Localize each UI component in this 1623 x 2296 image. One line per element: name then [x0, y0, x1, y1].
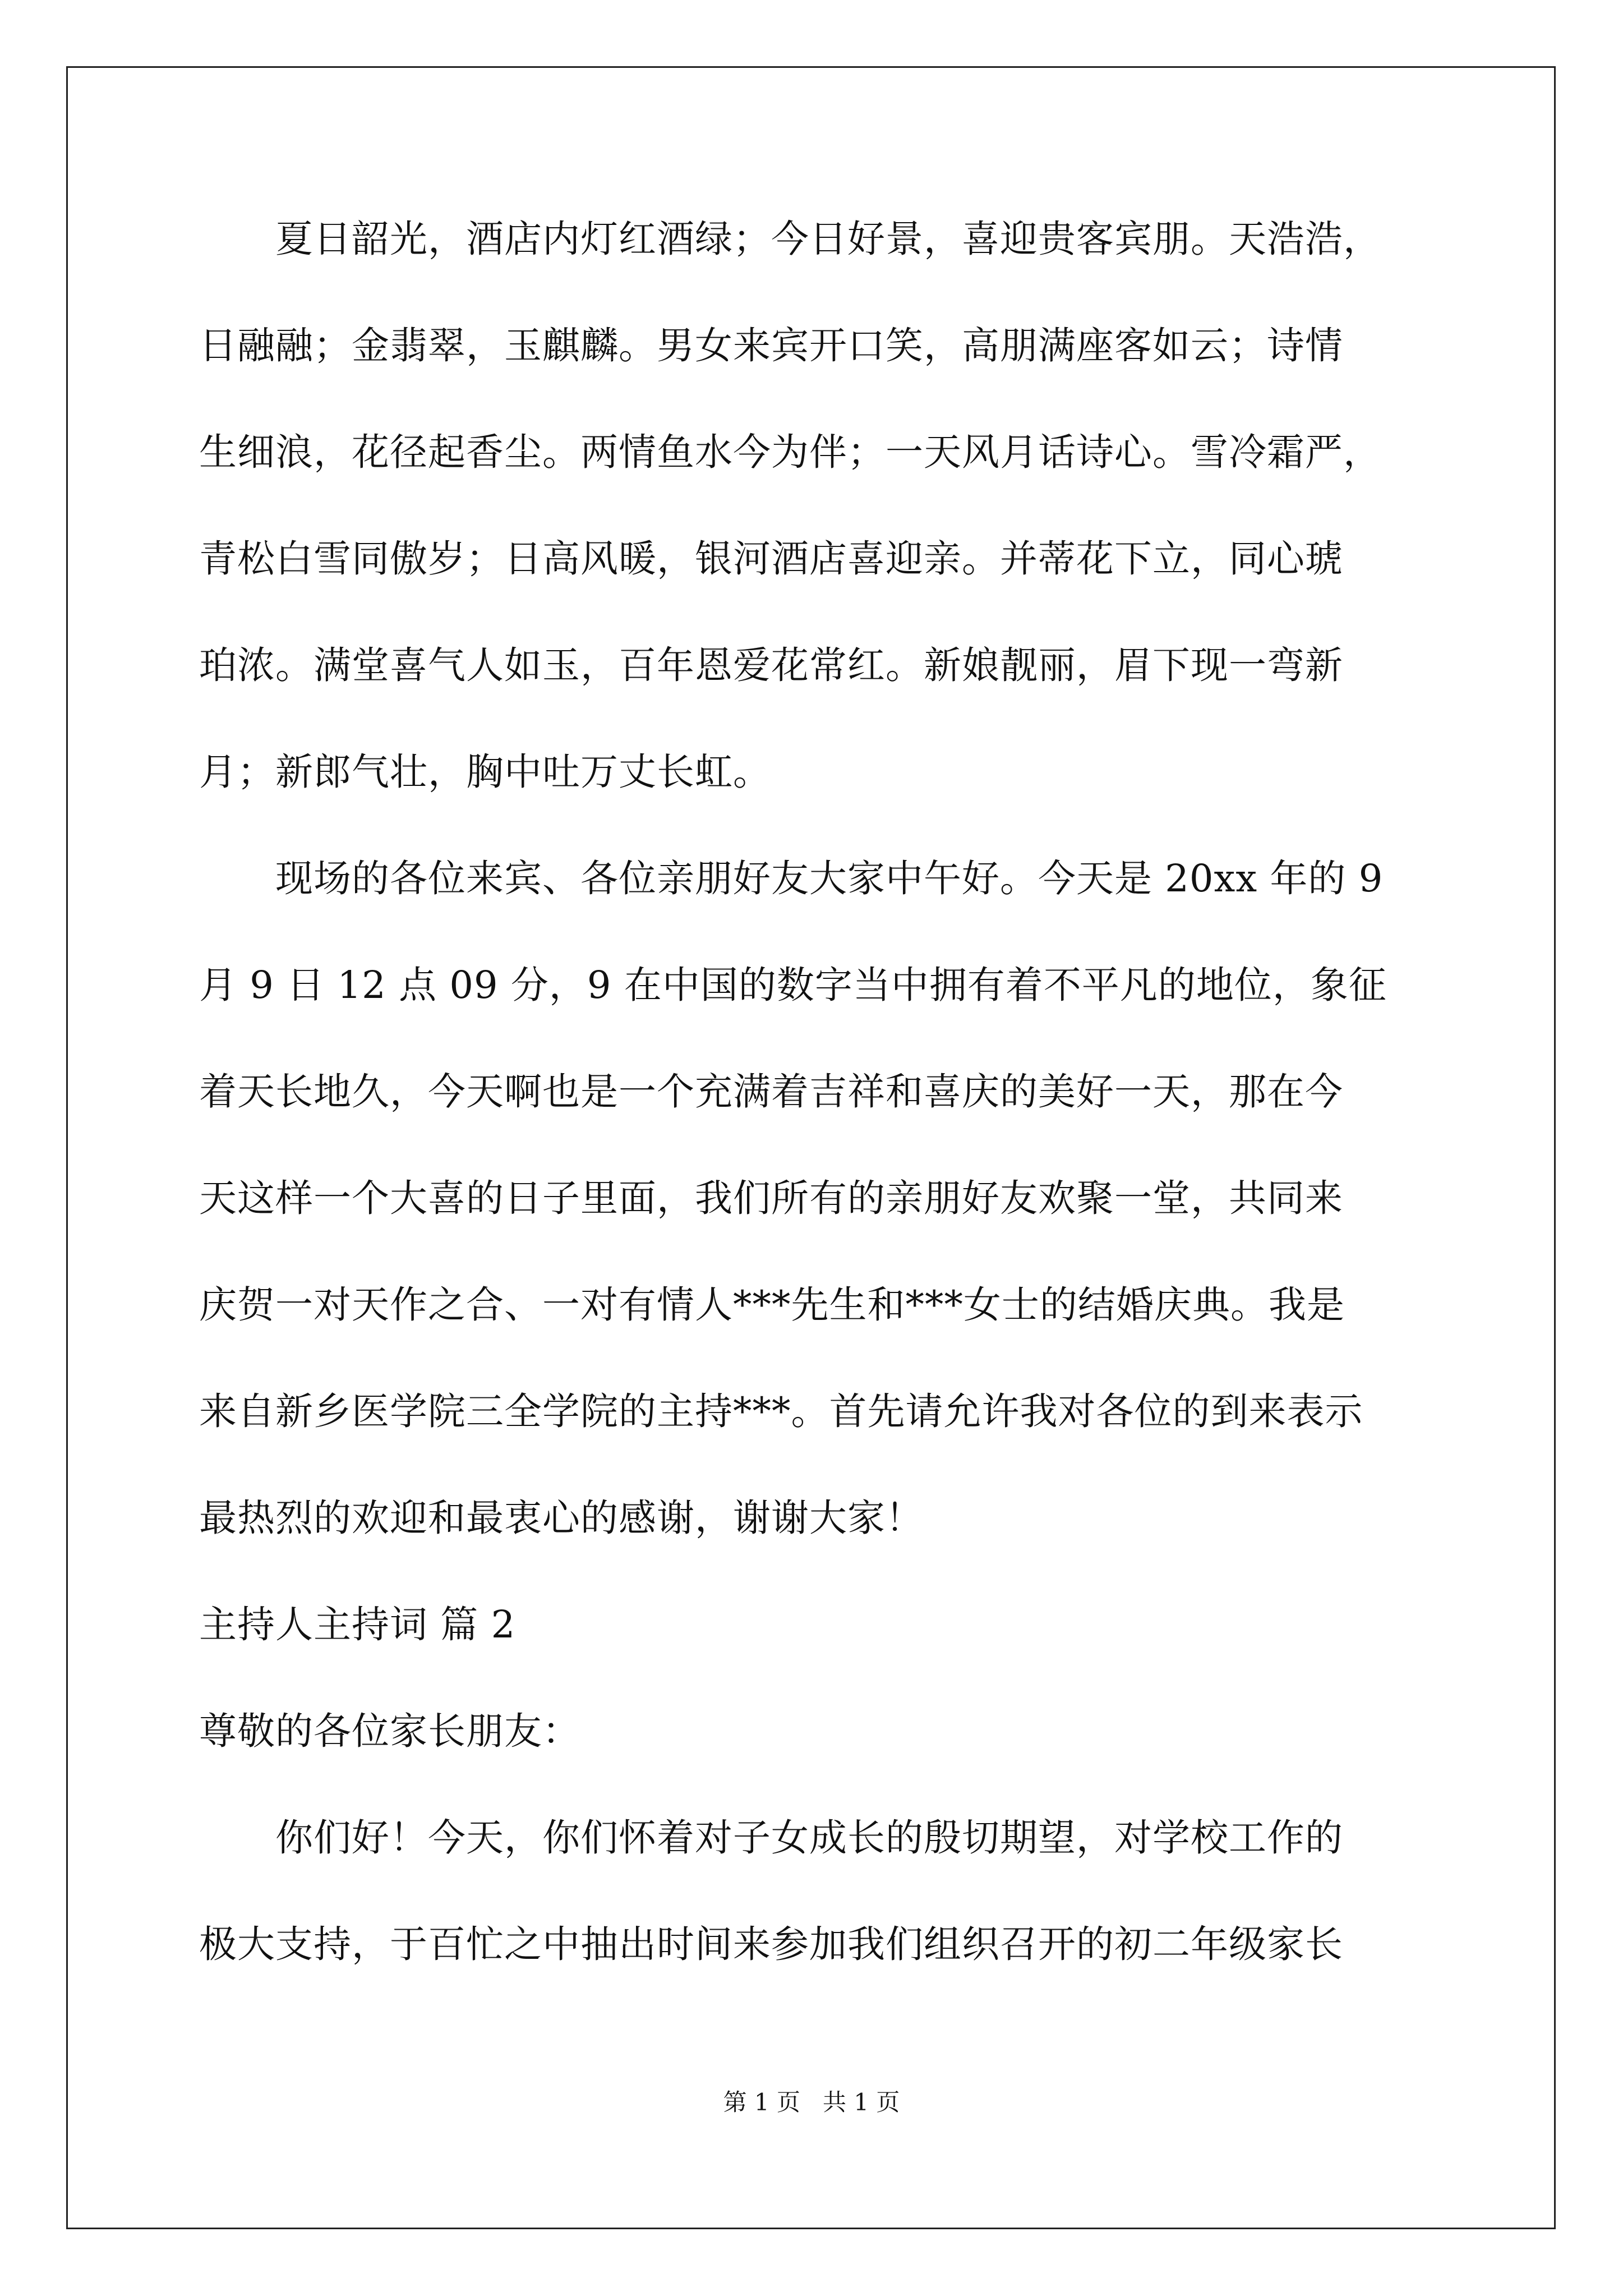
section-heading: 主持人主持词 篇 2: [199, 1603, 516, 1646]
text-line: 日融融；金翡翠，玉麒麟。男女来宾开口笑，高朋满座客如云；诗情: [199, 324, 1343, 367]
text-line: 现场的各位来宾、各位亲朋好友大家中午好。今天是 20xx 年的 9: [199, 857, 1384, 900]
text-line: 最热烈的欢迎和最衷心的感谢，谢谢大家！: [199, 1496, 924, 1540]
text-line: 月；新郎气壮，胸中吐万丈长虹。: [199, 750, 771, 794]
text-line: 着天长地久，今天啊也是一个充满着吉祥和喜庆的美好一天，那在今: [199, 1070, 1343, 1114]
text-line: 青松白雪同傲岁；日高风暖，银河酒店喜迎亲。并蒂花下立，同心琥: [199, 537, 1343, 581]
text-line: 你们好！今天，你们怀着对子女成长的殷切期望，对学校工作的: [199, 1816, 1343, 1860]
text-line: 天这样一个大喜的日子里面，我们所有的亲朋好友欢聚一堂，共同来: [199, 1176, 1343, 1220]
document-body: [199, 219, 1433, 1964]
text-line: 来自新乡医学院三全学院的主持***。首先请允许我对各位的到来表示: [199, 1389, 1363, 1433]
text-line: 生细浪，花径起香尘。两情鱼水今为伴；一天风月话诗心。雪冷霜严，: [199, 430, 1381, 474]
page-footer: [0, 2088, 1623, 2116]
text-line: 极大支持，于百忙之中抽出时间来参加我们组织召开的初二年级家长: [199, 1922, 1343, 1966]
text-line: 庆贺一对天作之合、一对有情人***先生和***女士的结婚庆典。我是: [199, 1283, 1345, 1327]
salutation: 尊敬的各位家长朋友：: [199, 1709, 580, 1753]
text-line: 夏日韶光，酒店内灯红酒绿；今日好景，喜迎贵客宾朋。天浩浩，: [199, 217, 1381, 261]
page-number: 第 1 页: [723, 2088, 800, 2116]
page-total: 共 1 页: [823, 2088, 900, 2116]
text-line: 月 9 日 12 点 09 分，9 在中国的数字当中拥有着不平凡的地位，象征: [199, 963, 1387, 1007]
text-line: 珀浓。满堂喜气人如玉，百年恩爱花常红。新娘靓丽，眉下现一弯新: [199, 643, 1343, 687]
